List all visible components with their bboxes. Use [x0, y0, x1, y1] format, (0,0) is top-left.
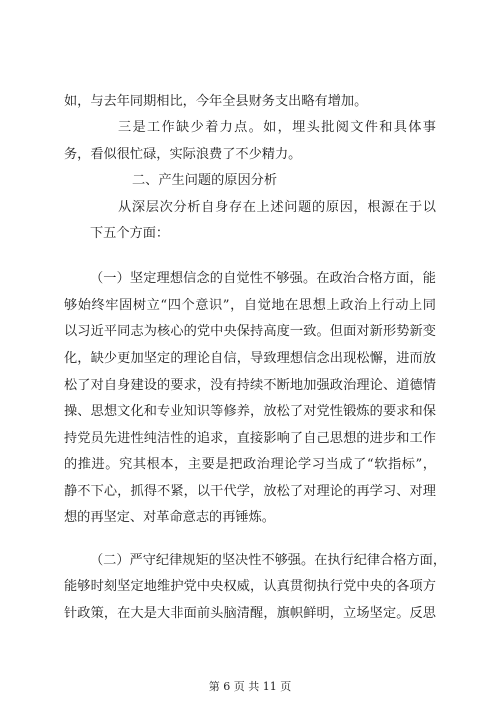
paragraph-line: 以习近平同志为核心的党中央保持高度一致。但面对新形势新变 [64, 324, 436, 339]
paragraph-line: 静不下心，抓得不紧，以干代学，放松了对理论的再学习、对理 [64, 484, 436, 499]
paragraph-line: 能够时刻坚定地维护党中央权威，认真贯彻执行党中央的各项方 [64, 579, 436, 594]
paragraph-line: 务，看似很忙碌，实际浪费了不少精力。 [64, 147, 302, 162]
paragraph-line: 操、思想文化和专业知识等修养，放松了对党性锻炼的要求和保 [64, 404, 436, 419]
paragraph-line: 持党员先进性纯洁性的追求，直接影响了自己思想的进步和工作 [64, 431, 436, 446]
paragraph-line: 从深层次分析自身存在上述问题的原因，根源在于以 [118, 200, 436, 215]
paragraph-line: （一）坚定理想信念的自觉性不够强。在政治合格方面，能 [90, 271, 436, 286]
paragraph-line: 松了对自身建设的要求，没有持续不断地加强政治理论、道德情 [64, 378, 436, 393]
paragraph-line: 想的再坚定、对革命意志的再锤炼。 [64, 510, 275, 525]
page-footer: 第 6 页 共 11 页 [208, 680, 292, 693]
paragraph-line: 的推进。究其根本，主要是把政治理论学习当成了“软指标”， [64, 457, 436, 472]
section-heading: 二、产生问题的原因分析 [132, 173, 278, 188]
paragraph-line: 化，缺少更加坚定的理论自信，导致理想信念出现松懈，进而放 [64, 351, 436, 366]
paragraph-line: 如，与去年同期相比，今年全县财务支出略有增加。 [64, 94, 368, 109]
paragraph-line: 下五个方面： [90, 226, 170, 241]
paragraph-line: 三是工作缺少着力点。如，埋头批阅文件和具体事 [118, 120, 436, 135]
paragraph-line: 够始终牢固树立“四个意识”，自觉地在思想上政治上行动上同 [64, 298, 436, 313]
paragraph-line: 针政策，在大是大非面前头脑清醒，旗帜鲜明，立场坚定。反思 [64, 606, 436, 621]
paragraph-line: （二）严守纪律规矩的坚决性不够强。在执行纪律合格方面， [90, 553, 447, 568]
